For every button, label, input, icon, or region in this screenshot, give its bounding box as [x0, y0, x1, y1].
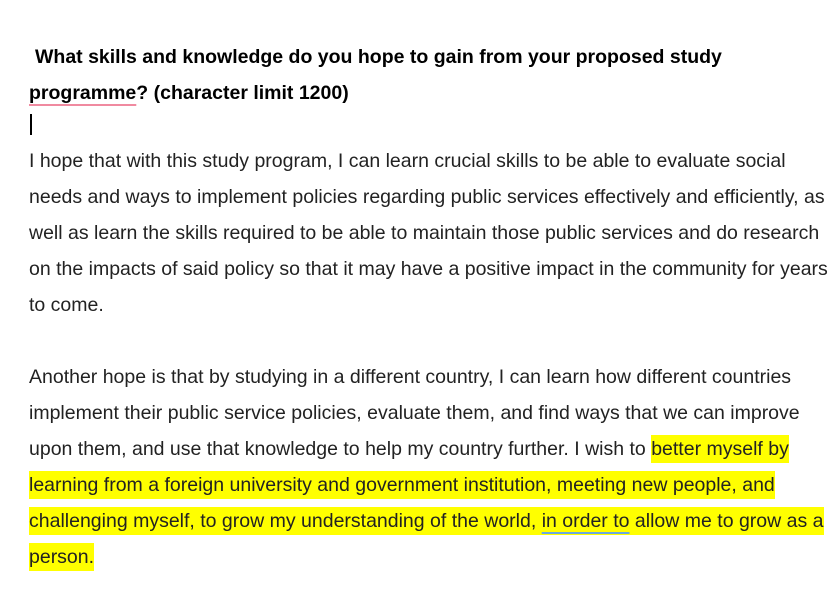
answer-paragraph-2[interactable]	[29, 359, 829, 575]
grammar-flagged-phrase[interactable]: in order to	[541, 510, 630, 532]
highlighted-text-part-b: allow me to grow as a person.	[29, 510, 824, 568]
paragraph-2-plain-text: Another hope is that by studying in a different country, I can learn how different countries implement their public service policies, evaluate them, and find ways that we can improve upon them, and use that knowledge to help my country further. I wish to	[29, 366, 800, 460]
text-cursor	[30, 114, 32, 135]
highlighted-text-part-a: better myself by learning from a foreign university and government institution, meeting new people, and challenging myself, to grow my understanding of the world,	[29, 438, 789, 532]
question-text-limit: ? (character limit 1200)	[136, 82, 349, 104]
answer-paragraph-1[interactable]: I hope that with this study program, I can learn crucial skills to be able to evaluate social needs and ways to implement policies regarding public services effectively and efficiently, as well as learn the skills required to be able to maintain those public services and do research on the impacts of said policy so that it may have a positive impact in the community for years to come.	[29, 150, 828, 316]
question-text-main: What skills and knowledge do you hope to gain from your proposed study	[35, 46, 722, 68]
spelling-flagged-word[interactable]: programme	[29, 82, 137, 104]
question-heading	[29, 39, 829, 111]
